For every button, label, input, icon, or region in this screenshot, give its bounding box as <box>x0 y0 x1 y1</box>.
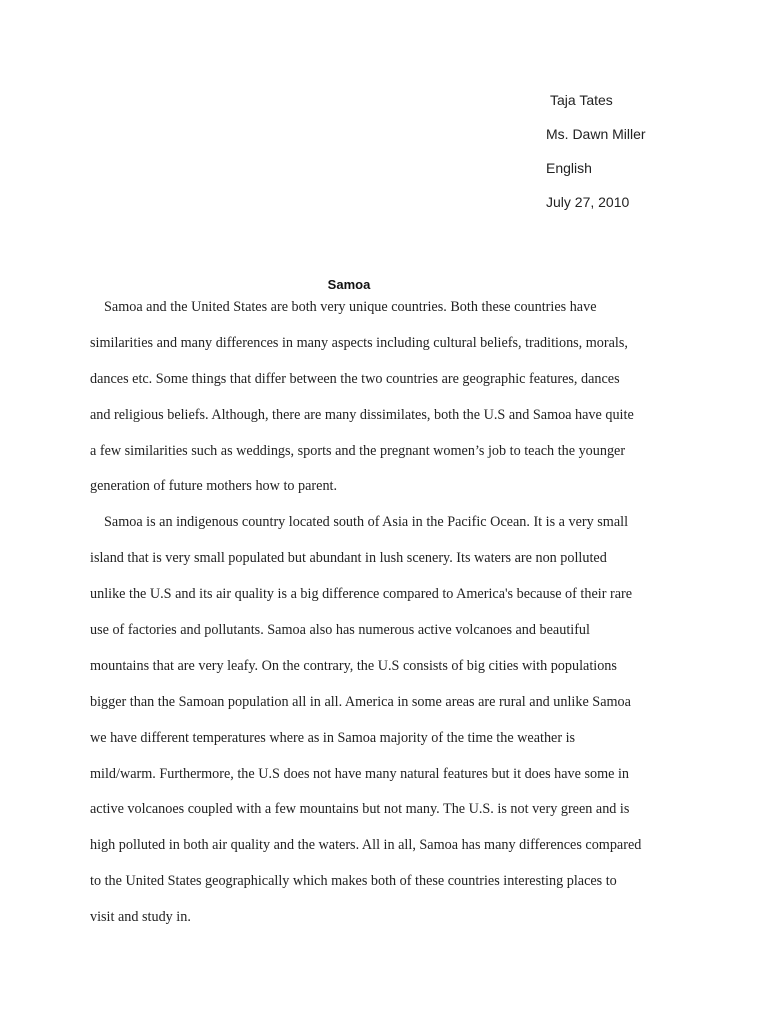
paragraph-1-line-3: dances etc. Some things that differ between the two countries are geographic features, dances <box>90 370 620 387</box>
paragraph-2-line-3: unlike the U.S and its air quality is a big difference compared to America's because of their rare <box>90 586 633 603</box>
paragraph-1-line-1: Samoa and the United States are both very unique countries. Both these countries have <box>104 299 597 315</box>
paragraph-2-line-8: mild/warm. Furthermore, the U.S does not have many natural features but it does have some in <box>90 765 629 782</box>
paragraph-2-line-9: active volcanoes coupled with a few mountains but not many. The U.S. is not very green and is <box>90 801 630 818</box>
paragraph-2-line-1: Samoa is an indigenous country located south of Asia in the Pacific Ocean. It is a very small <box>104 514 629 531</box>
paragraph-2-line-4: use of factories and pollutants. Samoa also has numerous active volcanoes and beautiful <box>90 622 590 639</box>
course-name: English <box>546 160 592 176</box>
paragraph-1-line-6: generation of future mothers how to parent. <box>90 478 338 495</box>
paragraph-2-line-11: to the United States geographically which makes both of these countries interesting places to <box>90 873 617 890</box>
paragraph-1-line-2: similarities and many differences in many aspects including cultural beliefs, traditions, morals, <box>90 334 628 351</box>
paragraph-2-line-5: mountains that are very leafy. On the contrary, the U.S consists of big cities with populations <box>90 657 617 674</box>
paragraph-1-line-4: and religious beliefs. Although, there are many dissimilates, both the U.S and Samoa have quite <box>90 406 634 423</box>
paragraph-2-line-6: bigger than the Samoan population all in all. America in some areas are rural and unlike Samoa <box>90 693 631 710</box>
essay-date: July 27, 2010 <box>546 194 630 210</box>
essay-title: Samoa <box>327 277 371 292</box>
paragraph-2-line-7: we have different temperatures where as in Samoa majority of the time the weather is <box>90 729 576 746</box>
essay-body <box>90 290 692 936</box>
paragraph-2-line-12: visit and study in. <box>90 909 191 926</box>
paragraph-2-line-2: island that is very small populated but abundant in lush scenery. Its waters are non polluted <box>90 550 607 567</box>
paragraph-2-line-10: high polluted in both air quality and the waters. All in all, Samoa has many differences compared <box>90 837 642 854</box>
heading-block <box>546 88 746 224</box>
teacher-name: Ms. Dawn Miller <box>546 126 646 142</box>
paragraph-1-line-5: a few similarities such as weddings, sports and the pregnant women’s job to teach the younger <box>90 442 626 459</box>
author-name: Taja Tates <box>550 92 613 108</box>
